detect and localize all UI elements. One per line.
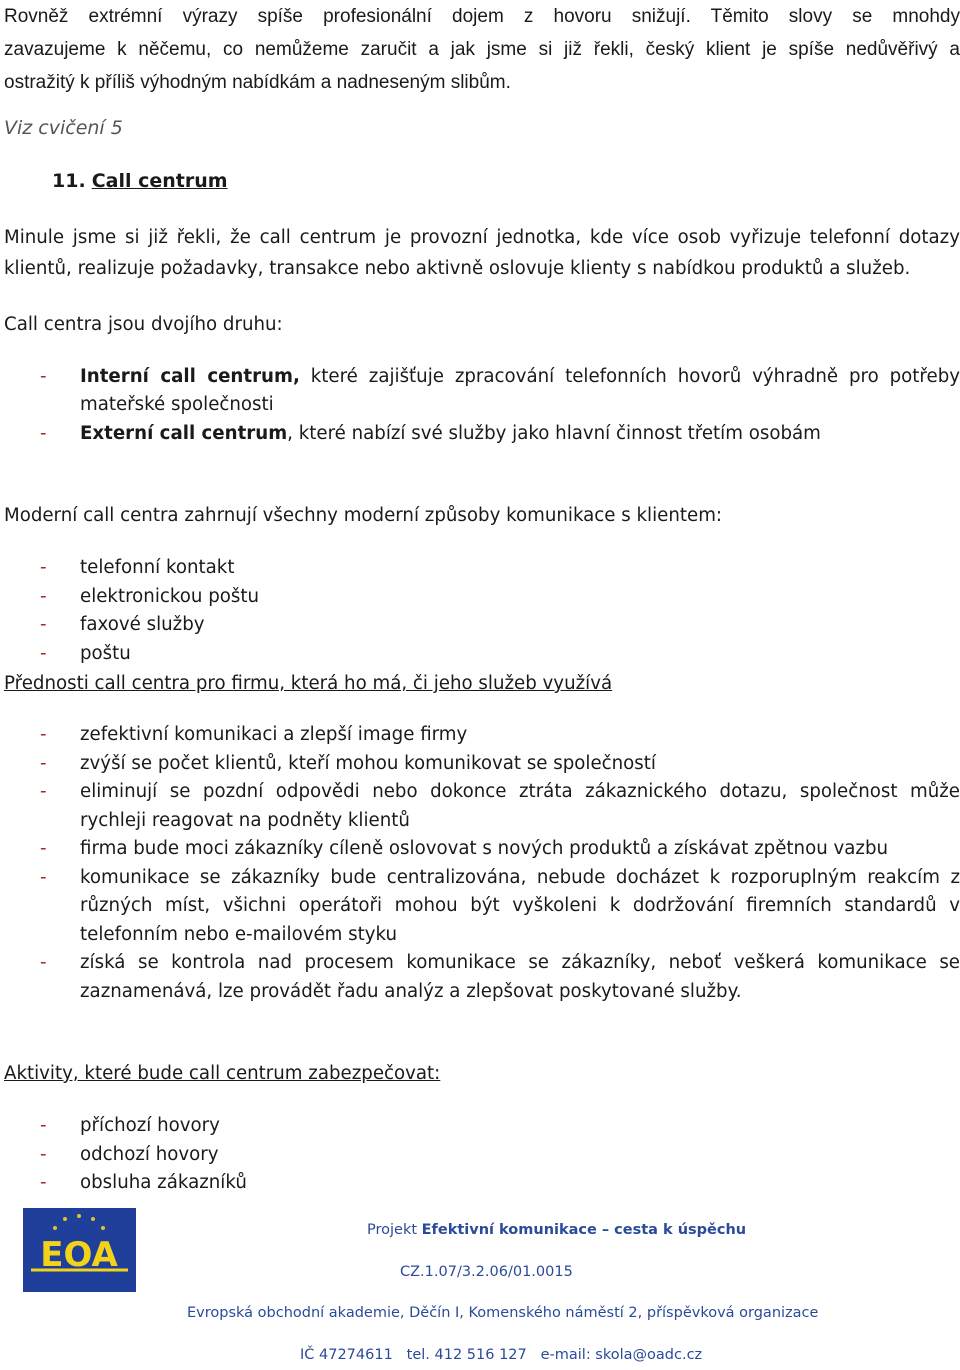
list-item: - firma bude moci zákazníky cíleně oslovovat s nových produktů a získávat zpětnou vazbu	[0, 835, 960, 864]
activities-list	[0, 1112, 960, 1198]
modern-lead: Moderní call centra zahrnují všechny moderní způsoby komunikace s klientem:	[4, 505, 723, 526]
types-lead: Call centra jsou dvojího druhu:	[4, 314, 283, 335]
dash-bullet: -	[40, 781, 47, 802]
intro-paragraph	[4, 0, 960, 99]
eoa-logo-icon	[23, 1208, 136, 1292]
list-item: - zefektivní komunikaci a zlepší image firmy	[0, 721, 960, 750]
project-code: CZ.1.07/3.2.06/01.0015	[400, 1264, 573, 1280]
type-line-1: Interní call centrum, které zajišťuje zpracování telefonních hovorů výhradně pro potřeby	[80, 366, 960, 387]
page-footer	[0, 1205, 960, 1370]
text-line: Minule jsme si již řekli, že call centrum je provozní jednotka, kde více osob vyřizuje telefonní dotazy	[4, 227, 960, 248]
text-line: Rovněž extrémní výrazy spíše profesionální dojem z hovoru snižují. Těmito slovy se mnohdy	[4, 6, 960, 27]
list-item: - elektronickou poštu	[0, 583, 960, 612]
dash-bullet: -	[40, 614, 47, 635]
dash-bullet: -	[40, 724, 47, 745]
activities-heading: Aktivity, které bude call centrum zabezpečovat:	[4, 1063, 441, 1084]
call-centre-definition	[4, 222, 960, 284]
list-item: - poštu	[0, 640, 960, 669]
contact-line: IČ 47274611 tel. 412 516 127 e-mail: skola@oadc.cz	[300, 1347, 703, 1363]
logo-lettering: EOA	[40, 1235, 118, 1275]
dash-bullet: -	[40, 866, 47, 888]
advantages-list	[0, 721, 960, 1006]
text-line: zavazujeme k něčemu, co nemůžeme zaručit a jak jsme si již řekli, český klient je spíše nedůvěřivý a	[4, 39, 960, 60]
list-item: - faxové služby	[0, 611, 960, 640]
list-item: - odchozí hovory	[0, 1141, 960, 1170]
section-title: Call centrum	[91, 170, 228, 192]
list-item: - příchozí hovory	[0, 1112, 960, 1141]
dash-bullet: -	[40, 557, 47, 578]
list-item: - obsluha zákazníků	[0, 1169, 960, 1198]
dash-bullet: -	[40, 366, 47, 387]
school-address: Evropská obchodní akademie, Děčín I, Komenského náměstí 2, příspěvková organizace	[187, 1305, 819, 1321]
list-item: - telefonní kontakt	[0, 554, 960, 583]
dash-bullet: -	[40, 1115, 47, 1136]
list-item: - zvýší se počet klientů, kteří mohou komunikovat se společností	[0, 750, 960, 779]
modern-list	[0, 554, 960, 668]
dash-bullet: -	[40, 838, 47, 859]
dash-bullet: -	[40, 1143, 47, 1165]
list-item: - Externí call centrum, které nabízí své služby jako hlavní činnost třetím osobám	[0, 420, 960, 449]
list-item	[0, 363, 960, 392]
list-item: - získá se kontrola nad procesem komunikace se zákazníky, neboť veškerá komunikace se zaznamenává, lze provádět řadu analýz a zlepšovat poskytované služby.	[0, 949, 960, 1006]
section-heading	[52, 170, 228, 192]
dash-bullet: -	[40, 1172, 47, 1193]
dash-bullet: -	[40, 585, 47, 607]
list-item: - eliminují se pozdní odpovědi nebo dokonce ztráta zákaznického dotazu, společnost může rychleji reagovat na podněty klientů	[0, 778, 960, 835]
list-item: - komunikace se zákazníky bude centralizována, nebude docházet k rozporuplným reakcím z různých míst, všichni operátoři mohou být vyškoleni k dodržování firemních standardů v telefonním nebo e-mailovém styku	[0, 864, 960, 950]
dash-bullet: -	[40, 642, 47, 664]
text-line: ostražitý k příliš výhodným nabídkám a nadneseným slibům.	[4, 72, 511, 93]
advantages-heading: Přednosti call centra pro firmu, která ho má, či jeho služeb využívá	[4, 673, 613, 694]
dash-bullet: -	[40, 952, 47, 973]
dash-bullet: -	[40, 423, 47, 444]
text-line: klientů, realizuje požadavky, transakce nebo aktivně oslovuje klienty s nabídkou produktů a služeb.	[4, 258, 911, 279]
section-number: 11.	[52, 170, 86, 192]
exercise-reference: Viz cvičení 5	[4, 117, 123, 139]
dash-bullet: -	[40, 752, 47, 774]
project-line: Projekt Efektivní komunikace – cesta k úspěchu	[367, 1222, 747, 1238]
eoa-logo	[23, 1208, 136, 1292]
type-line-2: mateřské společnosti	[80, 394, 274, 415]
